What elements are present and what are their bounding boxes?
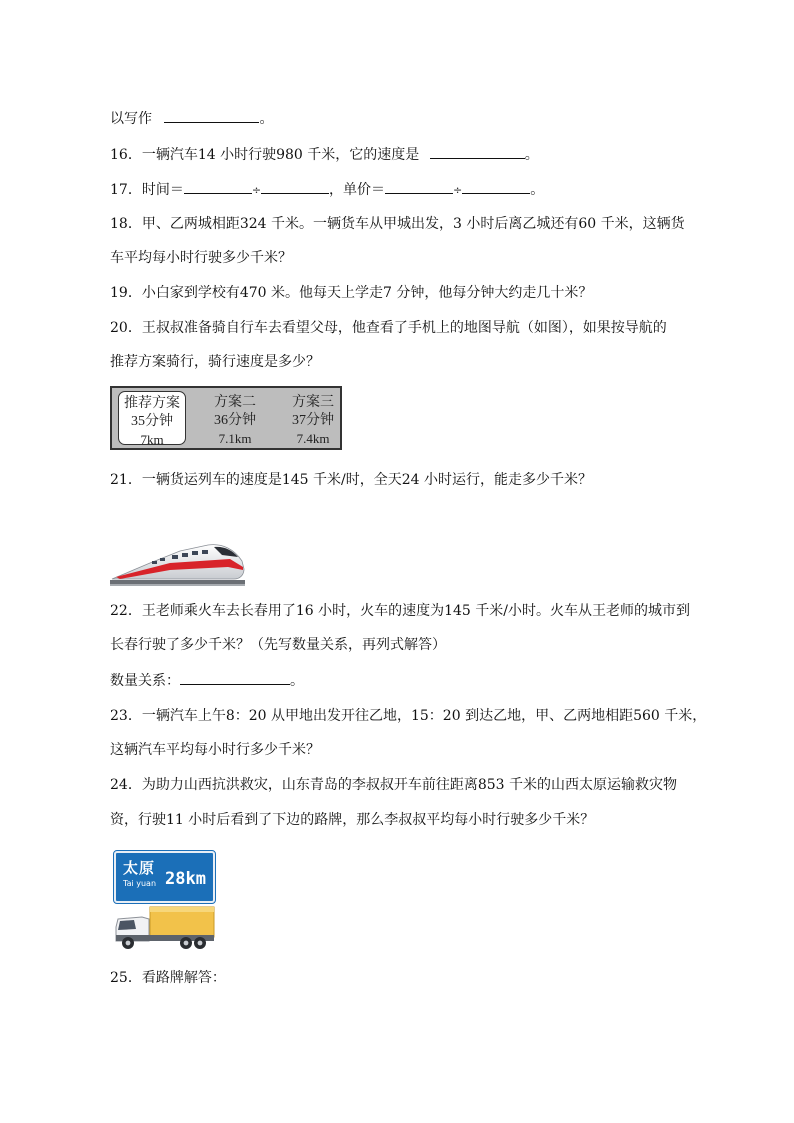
road-sign: 太原 Tai yuan 28km xyxy=(114,851,215,903)
question-17: 17．时间＝ ÷ ，单价＝ ÷ 。 xyxy=(110,179,704,201)
answer-blank[interactable] xyxy=(462,179,530,194)
plan-three: 方案三 37分钟 7.4km xyxy=(292,395,334,446)
question-22-line1: 22．王老师乘火车去长春用了16 小时，火车的速度为145 千米/小时。火车从王老师的城市到 xyxy=(110,603,690,619)
question-18-line2: 车平均每小时行驶多少千米？ xyxy=(110,250,292,266)
question-23-line1: 23．一辆汽车上午8：20 从甲地出发开往乙地，15：20 到达乙地，甲、乙两地相距560 千米， xyxy=(110,708,707,724)
answer-blank[interactable] xyxy=(385,179,453,194)
answer-blank[interactable] xyxy=(430,144,525,159)
question-19: 19．小白家到学校有470 米。他每天上学走7 分钟，他每分钟大约走几十米？ xyxy=(110,285,593,301)
answer-blank[interactable] xyxy=(184,179,252,194)
high-speed-train-icon xyxy=(110,537,245,587)
question-22-line2: 长春行驶了多少千米？（先写数量关系，再列式解答） xyxy=(110,637,446,653)
question-20-line1: 20．王叔叔准备骑自行车去看望父母，他查看了手机上的地图导航（如图），如果按导航的 xyxy=(110,320,667,336)
answer-blank[interactable] xyxy=(180,670,290,685)
question-24-line2: 资，行驶11 小时后看到了下边的路牌，那么李叔叔平均每小时行驶多少千米？ xyxy=(110,812,595,828)
question-21: 21．一辆货运列车的速度是145 千米/时，全天24 小时运行，能走多少千米？ xyxy=(110,472,592,488)
question-24-line1: 24．为助力山西抗洪救灾，山东青岛的李叔叔开车前往距离853 千米的山西太原运输救灾物 xyxy=(110,777,677,793)
question-16: 16．一辆汽车14 小时行驶980 千米，它的速度是 。 xyxy=(110,144,704,165)
question-23-line2: 这辆汽车平均每小时行多少千米？ xyxy=(110,742,320,758)
question-20-line2: 推荐方案骑行，骑行速度是多少？ xyxy=(110,354,320,370)
navigation-plans-panel xyxy=(110,386,342,450)
truck-icon xyxy=(112,905,216,951)
q15-fragment: 以写作 。 xyxy=(110,108,704,129)
answer-blank[interactable] xyxy=(164,108,259,123)
quantity-relation-row: 数量关系： 。 xyxy=(110,670,704,691)
question-25: 25．看路牌解答： xyxy=(110,970,226,986)
plan-recommended: 推荐方案 35分钟 7km xyxy=(118,391,186,445)
question-18-line1: 18．甲、乙两城相距324 千米。一辆货车从甲城出发，3 小时后离乙城还有60 千米，这辆货 xyxy=(110,216,685,232)
plan-two: 方案二 36分钟 7.1km xyxy=(214,395,256,446)
answer-blank[interactable] xyxy=(261,179,329,194)
